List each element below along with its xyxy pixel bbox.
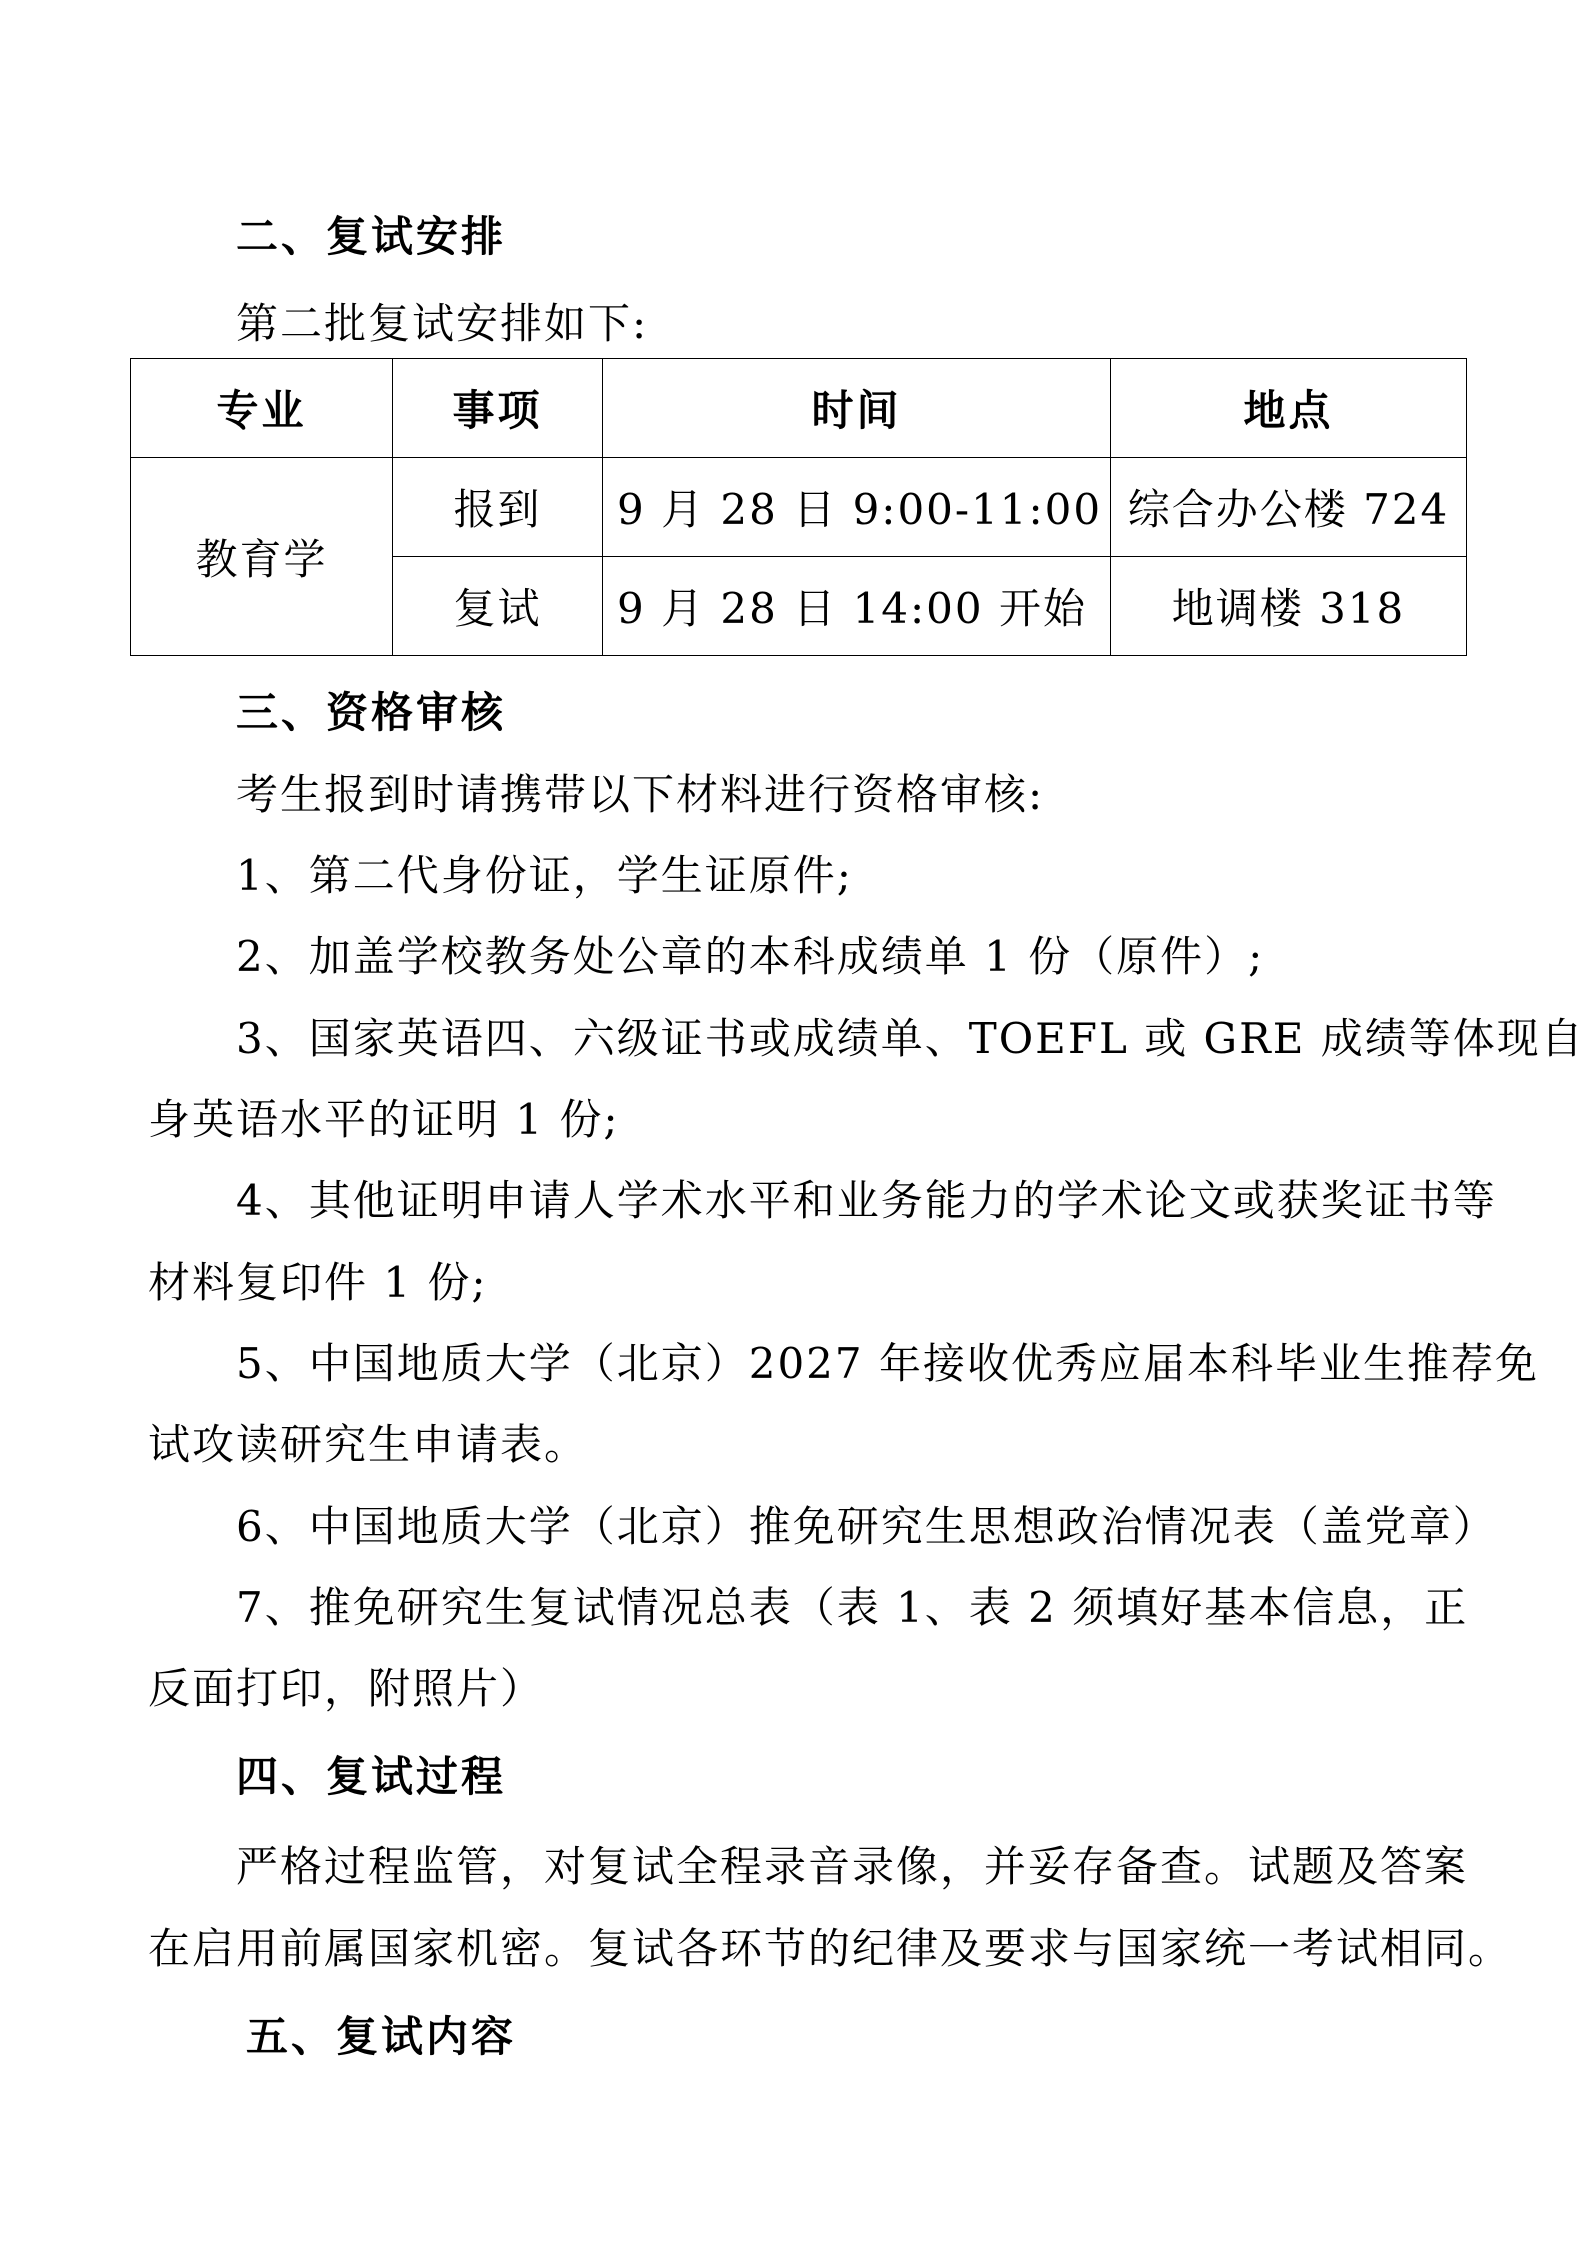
list-item-5-line2: 试攻读研究生申请表。 bbox=[148, 1420, 589, 1469]
schedule-table bbox=[130, 358, 1467, 656]
header-item: 事项 bbox=[393, 359, 603, 458]
header-place: 地点 bbox=[1111, 359, 1467, 458]
table-row bbox=[131, 458, 1467, 557]
table-header-row bbox=[131, 359, 1467, 458]
list-item-6: 6、中国地质大学（北京）推免研究生思想政治情况表（盖党章） bbox=[236, 1502, 1497, 1551]
cell-time: 9 月 28 日 14:00 开始 bbox=[603, 557, 1111, 656]
list-item-1: 1、第二代身份证，学生证原件; bbox=[236, 851, 853, 900]
cell-item: 复试 bbox=[393, 557, 603, 656]
cell-item: 报到 bbox=[393, 458, 603, 557]
cell-place: 综合办公楼 724 bbox=[1111, 458, 1467, 557]
section-heading-arrangement: 二、复试安排 bbox=[236, 212, 507, 261]
section-heading-qualification: 三、资格审核 bbox=[236, 688, 507, 737]
qualification-intro: 考生报到时请携带以下材料进行资格审核: bbox=[236, 770, 1045, 819]
process-paragraph-line2: 在启用前属国家机密。复试各环节的纪律及要求与国家统一考试相同。 bbox=[148, 1924, 1513, 1973]
list-item-4-line1: 4、其他证明申请人学术水平和业务能力的学术论文或获奖证书等 bbox=[236, 1176, 1497, 1225]
header-time: 时间 bbox=[603, 359, 1111, 458]
list-item-4-line2: 材料复印件 1 份; bbox=[148, 1258, 488, 1307]
cell-major: 教育学 bbox=[131, 458, 393, 656]
process-paragraph-line1: 严格过程监管，对复试全程录音录像，并妥存备查。试题及答案 bbox=[236, 1842, 1469, 1891]
header-major: 专业 bbox=[131, 359, 393, 458]
list-item-5-line1: 5、中国地质大学（北京）2027 年接收优秀应届本科毕业生推荐免 bbox=[236, 1339, 1539, 1388]
list-item-7-line2: 反面打印，附照片） bbox=[148, 1664, 545, 1713]
cell-place: 地调楼 318 bbox=[1111, 557, 1467, 656]
section-heading-process: 四、复试过程 bbox=[236, 1752, 507, 1801]
list-item-3-line1: 3、国家英语四、六级证书或成绩单、TOEFL 或 GRE 成绩等体现自 bbox=[236, 1014, 1585, 1063]
list-item-3-line2: 身英语水平的证明 1 份; bbox=[148, 1095, 620, 1144]
list-item-2: 2、加盖学校教务处公章的本科成绩单 1 份（原件）; bbox=[236, 932, 1265, 981]
cell-time: 9 月 28 日 9:00-11:00 bbox=[603, 458, 1111, 557]
section-heading-content: 五、复试内容 bbox=[246, 2012, 517, 2061]
arrangement-intro: 第二批复试安排如下: bbox=[236, 299, 649, 348]
list-item-7-line1: 7、推免研究生复试情况总表（表 1、表 2 须填好基本信息，正 bbox=[236, 1583, 1469, 1632]
